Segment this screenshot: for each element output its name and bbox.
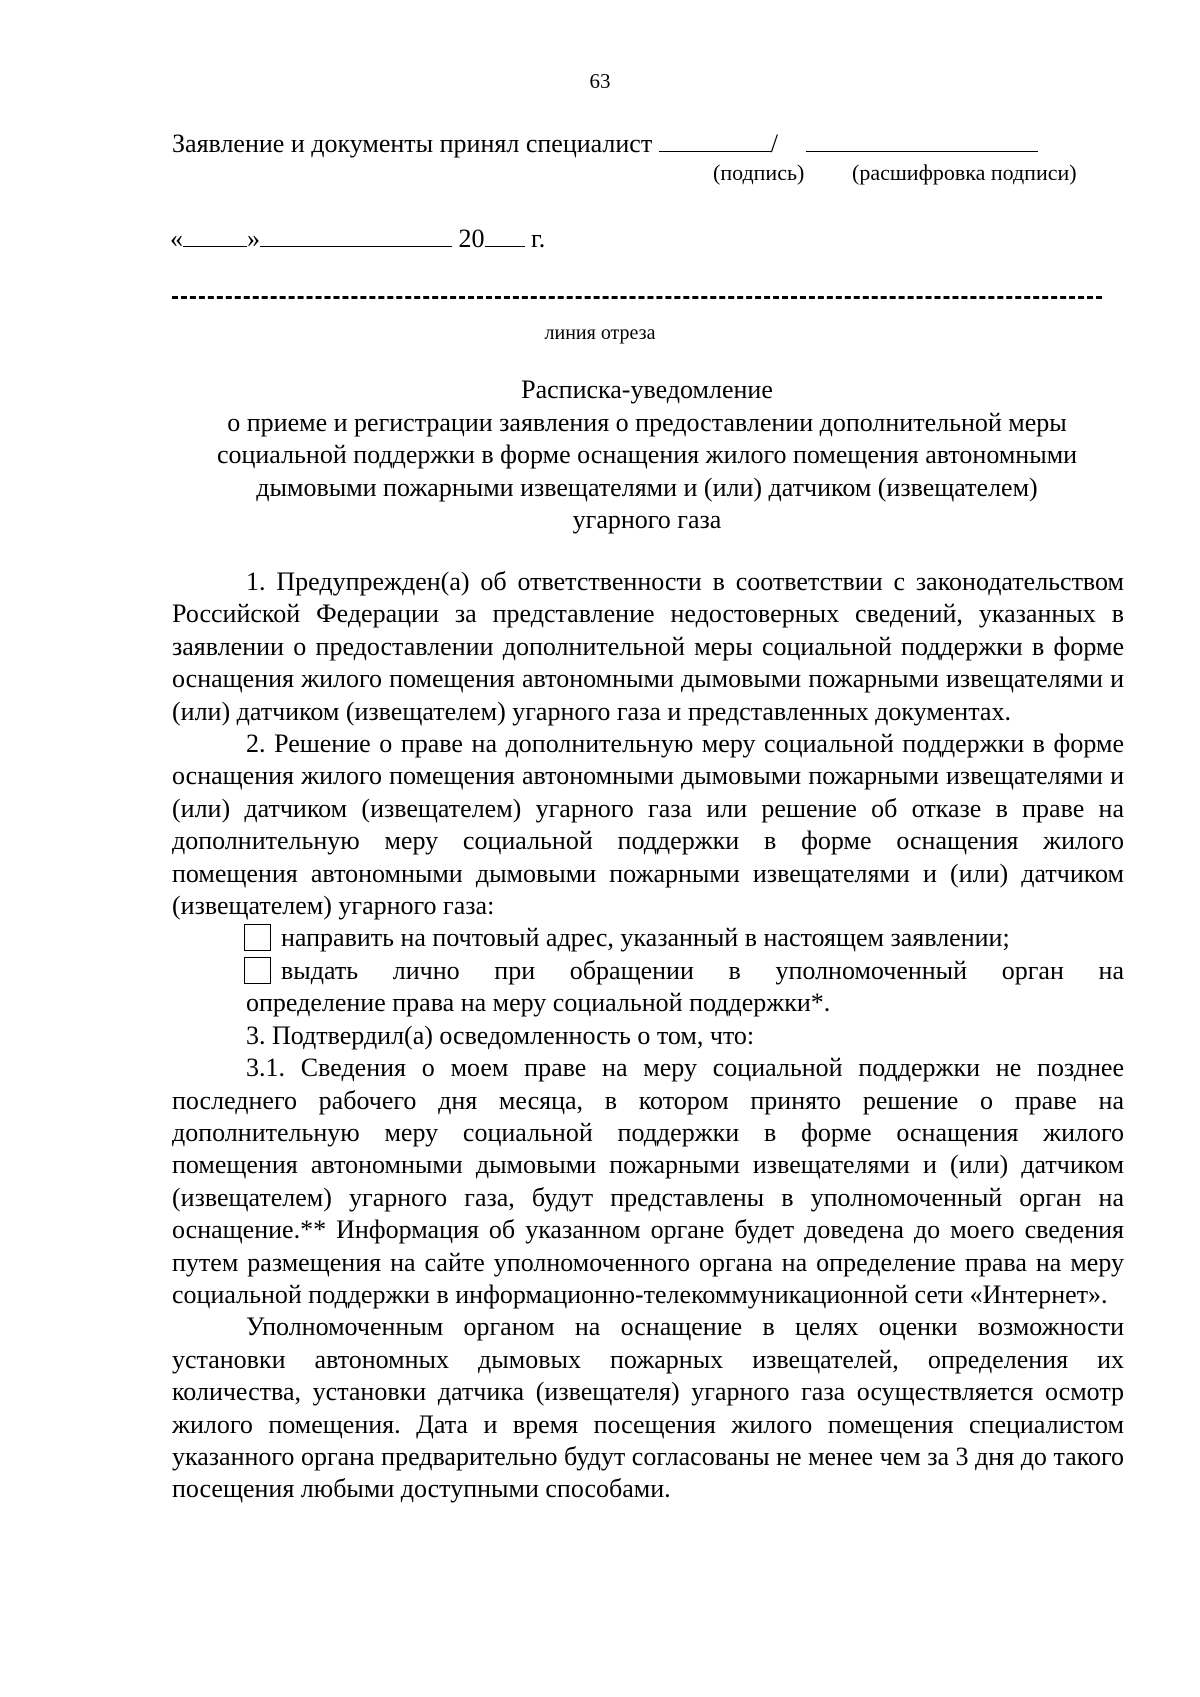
date-open-quote: « [170, 224, 183, 253]
date-line [170, 223, 545, 255]
signature-blank[interactable] [659, 129, 771, 152]
day-blank[interactable] [183, 224, 247, 247]
signature-separator: / [770, 129, 778, 158]
paragraph-1-warning: 1. Предупрежден(а) об ответственности в соответствии с законодательством Российской Федерации за представление недостоверных сведений, указанных в заявлении о предоставлении дополнительной меры социальной поддержки в форме оснащения жилого помещения автономными дымовыми пожарными извещателями и (или) датчиком (извещателем) угарного газа и представленных документах. [172, 567, 1124, 726]
option-in-person-label: выдать лично при обращении в уполномоченный орган на [281, 955, 1124, 985]
receipt-subtitle-line: дымовыми пожарными извещателями и (или) датчиком (извещателем) [256, 472, 1038, 502]
date-close-quote: » [247, 224, 260, 253]
paragraph-2-decision: 2. Решение о праве на дополнительную меру социальной поддержки в форме оснащения жилого помещения автономными дымовыми пожарными извещателями и (или) датчиком (извещателем) угарного газа или решение об отказе в праве на дополнительную меру социальной поддержки в форме оснащения жилого помещения автономными дымовыми пожарными извещателями и (или) датчиком (извещателем) угарного газа: [172, 729, 1124, 921]
paragraph-3-1: 3.1. Сведения о моем праве на меру социальной поддержки не позднее последнего рабочего дня месяца, в котором принято решение о праве на дополнительную меру социальной поддержки в форме оснащения жилого помещения автономными дымовыми пожарными извещателями и (или) датчиком (извещателем) угарного газа, будут представлены в уполномоченный орган на оснащение.** Информация об указанном органе будет доведена до моего сведения путем размещения на сайте уполномоченного органа на определение права на меру социальной поддержки в информационно-телекоммуникационной сети «Интернет». [172, 1053, 1124, 1309]
acceptance-text: Заявление и документы принял специалист [172, 129, 653, 158]
cut-line-label: линия отреза [544, 322, 656, 344]
signature-decoding-blank[interactable] [806, 129, 1038, 152]
cut-line [172, 296, 1102, 299]
in-person-checkbox[interactable] [244, 957, 271, 984]
receipt-body [172, 566, 1124, 1506]
paragraph-inspection: Уполномоченным органом на оснащение в целях оценки возможности установки автономных дымовых пожарных извещателей, определения их количества, установки датчика (извещателя) угарного газа осуществляется осмотр жилого помещения. Дата и время посещения жилого помещения специалистом указанного органа предварительно будут согласованы не менее чем за 3 дня до такого посещения любыми доступными способами. [172, 1312, 1124, 1504]
paragraph-3: 3. Подтвердил(а) осведомленность о том, что: [246, 1020, 755, 1050]
page-number: 63 [589, 69, 611, 93]
acceptance-captions [0, 160, 1200, 190]
receipt-subtitle-line: социальной поддержки в форме оснащения жилого помещения автономными [216, 440, 1078, 469]
year-blank[interactable] [485, 224, 525, 247]
postal-checkbox[interactable] [244, 924, 271, 951]
receipt-subtitle-line: угарного газа [572, 505, 722, 534]
option-postal-label: направить на почтовый адрес, указанный в настоящем заявлении; [281, 923, 1010, 953]
option-in-person-continuation: определение права на меру социальной поддержки*. [246, 988, 831, 1018]
option-in-person [172, 955, 1124, 987]
month-blank[interactable] [260, 224, 452, 247]
option-postal [172, 922, 1124, 954]
receipt-subtitle-line: о приеме и регистрации заявления о предоставлении дополнительной меры [227, 407, 1067, 437]
receipt-heading: Расписка-уведомление [521, 375, 773, 404]
receipt-title [168, 374, 1126, 537]
signature-decoding-caption: (расшифровка подписи) [852, 160, 1077, 185]
year-prefix: 20 [458, 224, 485, 253]
year-suffix: г. [531, 224, 546, 253]
acceptance-line [172, 128, 1122, 160]
signature-caption: (подпись) [713, 160, 805, 185]
